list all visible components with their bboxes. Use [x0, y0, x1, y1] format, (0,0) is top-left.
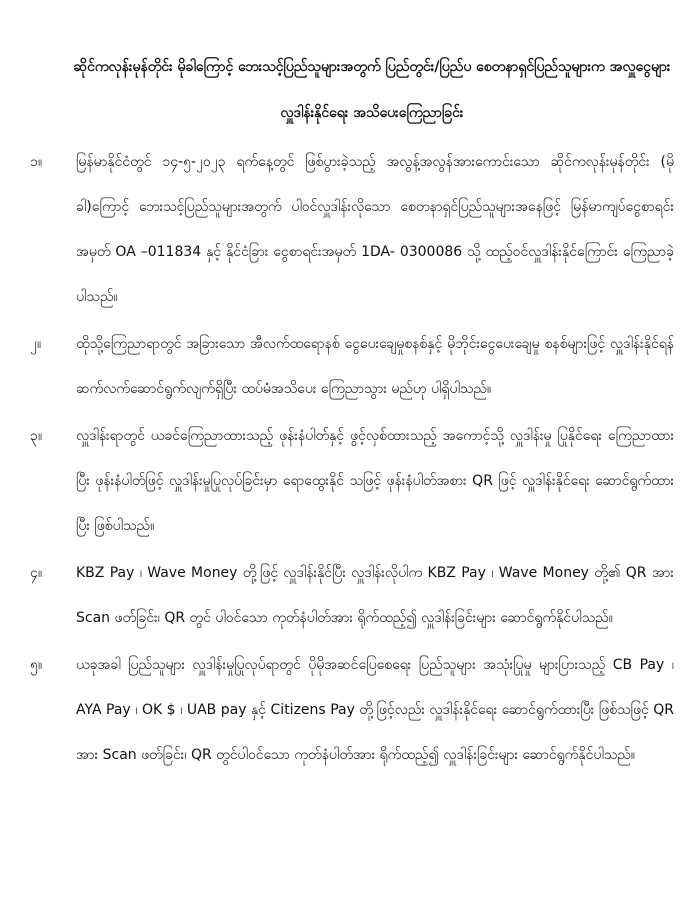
paragraph-4: [30, 551, 674, 641]
paragraph-number: ၂။: [30, 336, 42, 352]
paragraph-3: [30, 414, 674, 549]
paragraph-number: ၃။: [30, 428, 43, 444]
document-title: ဆိုင်ကလုန်းမုန်တိုင်း မိုခါကြောင့် ဘေးသင့်ပြည်သူများအတွက် ပြည်တွင်း/ပြည်ပ စေတနာရှင်ပြည်သူများက အလှူငွေများ လှူဒါန်းနိုင်ရေး အသိပေးကြေညာခြင်း: [73, 59, 671, 121]
paragraph-number: ၅။: [30, 657, 43, 673]
paragraph-number: ၁။: [30, 154, 43, 170]
paragraph-text: KBZ Pay ၊ Wave Money တို့ဖြင့် လှူဒါန်းနိုင်ပြီး လှူဒါန်းလိုပါက KBZ Pay ၊ Wave Money တို့၏ QR အား Scan ဖတ်ခြင်း၊ QR တွင် ပါဝင်သော ကုတ်နံပါတ်အား ရိုက်ထည့်၍ လှူဒါန်းခြင်းများ ဆောင်ရွက်နိုင်ပါသည်။: [76, 565, 674, 626]
paragraph-number: ၄။: [30, 565, 43, 581]
paragraph-text: မြန်မာနိုင်ငံတွင် ၁၄-၅-၂၀၂၃ ရက်နေ့တွင် ဖြစ်ပွားခဲ့သည့် အလွန့်အလွန်အားကောင်းသော ဆိုင်ကလုန်းမုန်တိုင်း (မိုခါ)ကြောင့် ဘေးသင့်ပြည်သူများအတွက် ပါဝင်လှူဒါန်းလိုသော စေတနာရှင်ပြည်သူများအနေဖြင့် မြန်မာကျပ်ငွေစာရင်းအမှတ် OA –011834 နှင့် နိုင်ငံခြား ငွေစာရင်းအမှတ် 1DA- 0300086 သို့ ထည့်ဝင်လှူဒါန်းနိုင်ကြောင်း ကြေညာခဲ့ပါသည်။: [76, 154, 674, 305]
paragraph-1: [30, 140, 674, 320]
paragraph-2: [30, 322, 674, 412]
paragraph-text: လှူဒါန်းရာတွင် ယခင်ကြေညာထားသည့် ဖုန်းနံပါတ်နှင့် ဖွင့်လှစ်ထားသည့် အကောင့်သို့ လှူဒါန်းမှု ပြုနိုင်ရေး ကြေညာထားပြီး ဖုန်းနံပါတ်ဖြင့် လှူဒါန်းမှုပြုလုပ်ခြင်းမှာ ရောထွေးနိုင် သဖြင့် ဖုန်းနံပါတ်အစား QR ဖြင့် လှူဒါန်းနိုင်ရေး ဆောင်ရွက်ထားပြီး ဖြစ်ပါသည်။: [76, 428, 674, 534]
paragraph-text: ယခုအခါ ပြည်သူများ လှူဒါန်းမှုပြုလုပ်ရာတွင် ပိုမိုအဆင်ပြေစေရေး ပြည်သူများ အသုံးပြုမှု များပြားသည့် CB Pay ၊ AYA Pay ၊ OK $ ၊ UAB pay နှင့် Citizens Pay တို့ဖြင့်လည်း လှူဒါန်းနိုင်ရေး ဆောင်ရွက်ထားပြီး ဖြစ်သဖြင့် QR အား Scan ဖတ်ခြင်း၊ QR တွင်ပါဝင်သော ကုတ်နံပါတ်အား ရိုက်ထည့်၍ လှူဒါန်းခြင်းများ ဆောင်ရွက်နိုင်ပါသည်။: [76, 657, 674, 763]
paragraph-5: [30, 643, 674, 778]
paragraph-text: ထိုသို့ကြေညာရာတွင် အခြားသော အီလက်ထရောနစ် ငွေပေးချေမှုစနစ်နှင့် မိုဘိုင်းငွေပေးချေမှု စနစ်များဖြင့် လှူဒါန်းနိုင်ရန် ဆက်လက်ဆောင်ရွက်လျက်ရှိပြီး ထပ်မံအသိပေး ကြေညာသွား မည်ဟု ပါရှိပါသည်။: [76, 336, 674, 397]
